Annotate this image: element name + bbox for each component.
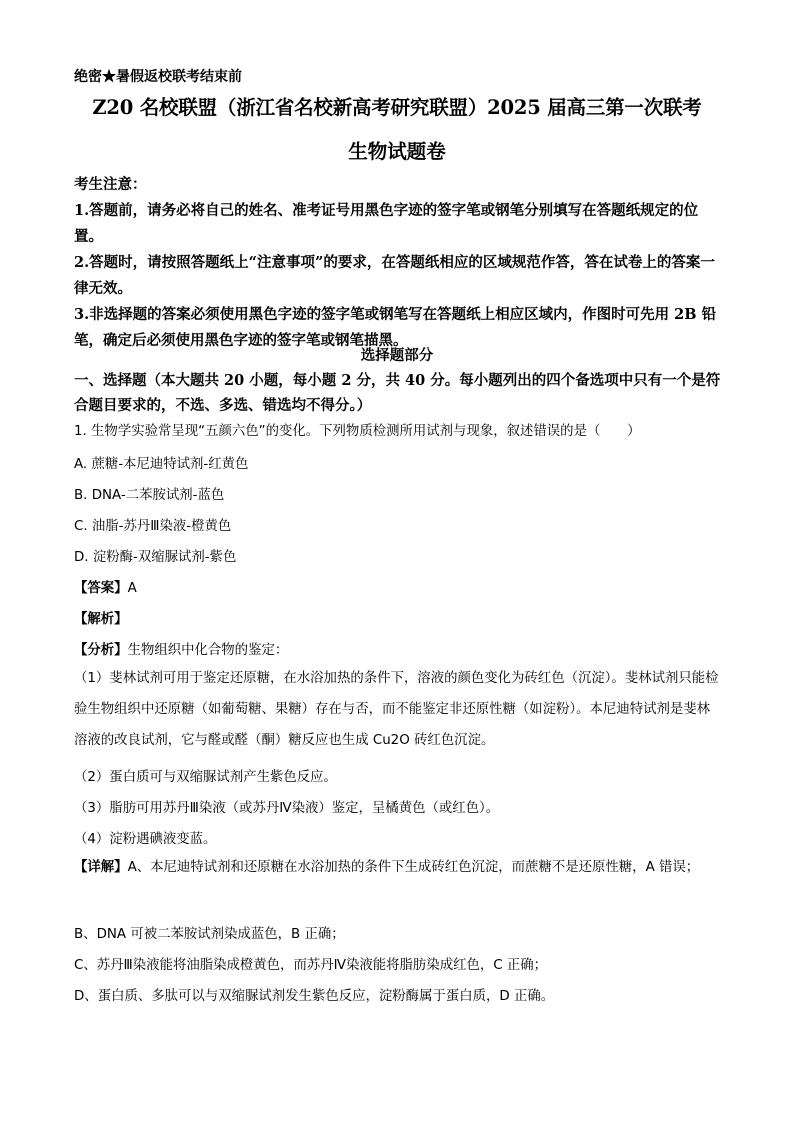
detail-item-b: B、DNA 可被二苯胺试剂染成蓝色，B 正确； — [74, 927, 345, 942]
answer-value: A — [127, 581, 137, 596]
part-title: 选择题部分 — [360, 347, 434, 364]
notice-heading: 考生注意： — [74, 176, 147, 193]
answer-row — [74, 577, 137, 596]
detail-label: 【详解】 — [74, 860, 128, 875]
notice-item: 1.答题前，请务必将自己的姓名、准考证号用黑色字迹的签字笔或钢笔分别填写在答题纸规定的位置。 — [74, 202, 699, 245]
point-2: （2）蛋白质可与双缩脲试剂产生紫色反应。 — [74, 770, 337, 785]
point-4: （4）淀粉遇碘液变蓝。 — [74, 832, 217, 847]
fenxi-text: 生物组织中化合物的鉴定： — [127, 643, 289, 658]
answer-label: 【答案】 — [74, 581, 128, 596]
detail-item-d: D、蛋白质、多肽可以与双缩脲试剂发生紫色反应，淀粉酶属于蛋白质，D 正确。 — [74, 989, 555, 1004]
option-a: A. 蔗糖-本尼迪特试剂-红黄色 — [74, 457, 249, 472]
secret-label: 绝密★暑假返校联考结束前 — [74, 69, 242, 85]
point-3: （3）脂肪可用苏丹Ⅲ染液（或苏丹Ⅳ染液）鉴定，呈橘黄色（或红色）。 — [74, 801, 500, 816]
notice-item: 2.答题时，请按照答题纸上“注意事项”的要求，在答题纸相应的区域规范作答，答在试卷上的答案一律无效。 — [74, 254, 715, 297]
section-heading: 一、选择题（本大题共 20 小题，每小题 2 分，共 40 分。每小题列出的四个备选项中只有一个是符合题目要求的，不选、多选、错选均不得分。） — [74, 372, 721, 414]
exam-title: Z20 名校联盟（浙江省名校新高考研究联盟）2025 届高三第一次联考 — [92, 96, 702, 119]
fenxi-label: 【分析】 — [74, 643, 128, 658]
exam-subtitle: 生物试题卷 — [348, 140, 446, 163]
notice-item: 3.非选择题的答案必须使用黑色字迹的签字笔或钢笔写在答题纸上相应区域内，作图时可先用 2B 铅笔，确定后必须使用黑色字迹的签字笔或钢笔描黑。 — [74, 306, 717, 349]
detail-text: A、本尼迪特试剂和还原糖在水浴加热的条件下生成砖红色沉淀，而蔗糖不是还原性糖，A 错误； — [127, 860, 700, 875]
fenxi-row — [74, 639, 288, 658]
option-b: B. DNA-二苯胺试剂-蓝色 — [74, 488, 225, 503]
option-c: C. 油脂-苏丹Ⅲ染液-橙黄色 — [74, 519, 232, 534]
option-d: D. 淀粉酶-双缩脲试剂-紫色 — [74, 550, 237, 565]
point-1: （1）斐林试剂可用于鉴定还原糖，在水浴加热的条件下，溶液的颜色变化为砖红色（沉淀）。斐林试剂只能检验生物组织中还原糖（如葡萄糖、果糖）存在与否，而不能鉴定非还原性糖（如淀粉）。本尼迪特试剂是斐林溶液的改良试剂，它与醛或醛（酮）糖反应也生成 Cu2O 砖红色沉淀。 — [74, 671, 719, 748]
candidate-notice — [74, 172, 722, 354]
analysis-label: 【解析】 — [74, 612, 128, 627]
detail-item-c: C、苏丹Ⅲ染液能将油脂染成橙黄色，而苏丹Ⅳ染液能将脂肪染成红色，C 正确； — [74, 958, 548, 973]
detail-row — [74, 852, 722, 883]
question-stem: 1. 生物学实验常呈现“五颜六色”的变化。下列物质检测所用试剂与现象，叙述错误的是（ ） — [74, 424, 641, 439]
